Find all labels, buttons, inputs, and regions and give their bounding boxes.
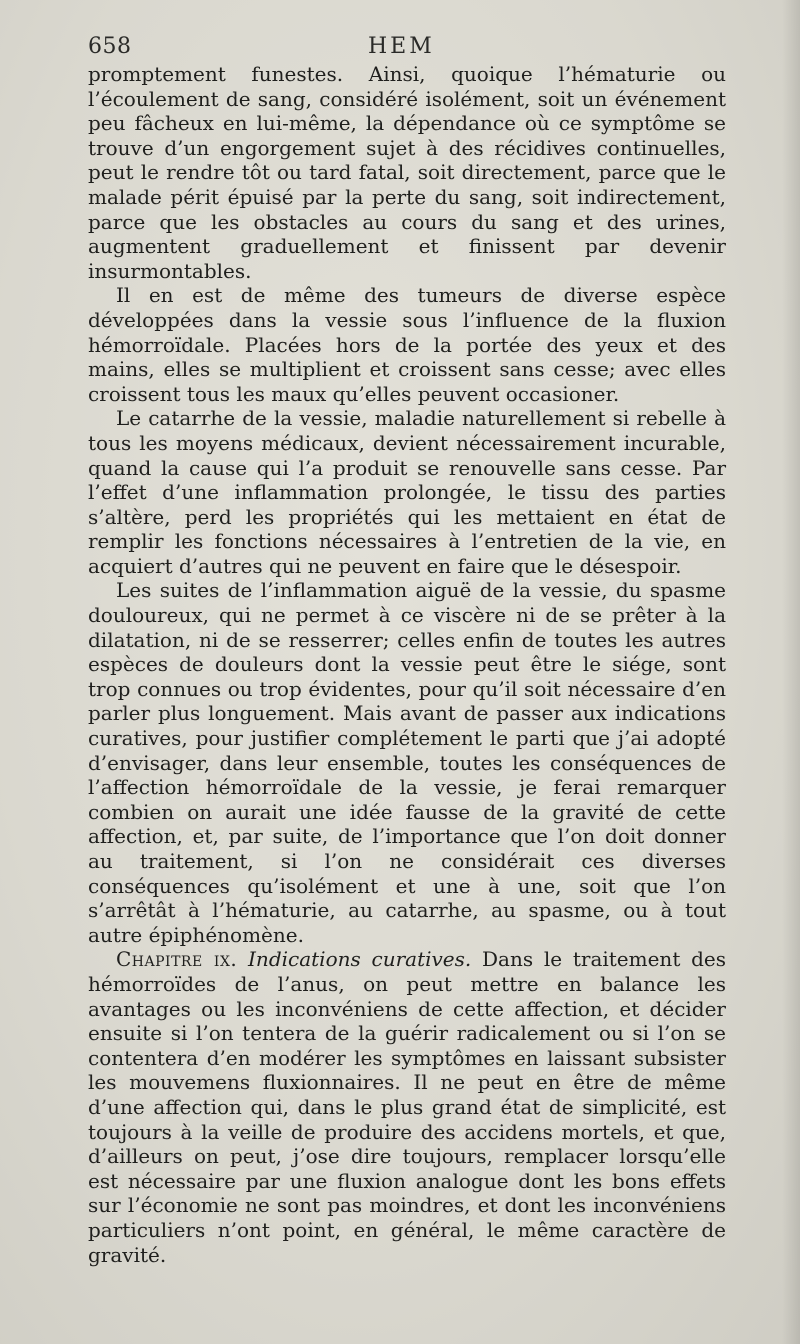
paragraph-tumeurs: Il en est de même des tumeurs de diverse espèce développées dans la vessie sous l’influence de la fluxion hémorroïdale. Placées hors de la portée des yeux et des mains, elles se multiplient et croissent sans cesse; avec elles croissent tous les maux qu’elles peuvent occasioner. bbox=[88, 283, 726, 406]
chapter-label: Chapitre ix. bbox=[116, 947, 238, 972]
running-title: HEM bbox=[368, 34, 435, 59]
running-head bbox=[88, 34, 726, 62]
body-text bbox=[88, 62, 726, 1267]
paragraph-catarrhe: Le catarrhe de la vessie, maladie naturellement si rebelle à tous les moyens médicaux, devient nécessairement incurable, quand la cause qui l’a produit se renouvelle sans cesse. Par l’effet d’une inflammation prolongée, le tissu des parties s’altère, perd les propriétés qui les mettaient en état de remplir les fonctions nécessaires à l’entretien de la vie, en acquiert d’autres qui ne peuvent en faire que le désespoir. bbox=[88, 406, 726, 578]
paragraph-suites-inflammation: Les suites de l’inflammation aiguë de la vessie, du spasme douloureux, qui ne permet à ce viscère ni de se prêter à la dilatation, ni de se resserrer; celles enfin de toutes les autres espèces de douleurs dont la vessie peut être le siége, sont trop connues ou trop évidentes, pour qu’il soit nécessaire d’en parler plus longuement. Mais avant de passer aux indications curatives, pour justifier complétement le parti que j’ai adopté d’envisager, dans leur ensemble, toutes les conséquences de l’affection hémorroïdale de la vessie, je ferai remarquer combien on aurait une idée fausse de la gravité de cette affection, et, par suite, de l’importance que l’on doit donner au traitement, si l’on ne considérait ces diverses conséquences qu’isolément et une à une, soit que l’on s’arrêtât à l’hématurie, au catarrhe, au spasme, ou à tout autre épiphénomène. bbox=[88, 578, 726, 947]
chapter-title: Indications curatives. bbox=[248, 947, 472, 972]
page-number: 658 bbox=[88, 34, 132, 59]
chapter-paragraph bbox=[88, 947, 726, 1267]
paragraph-continued: promptement funestes. Ainsi, quoique l’hématurie ou l’écoulement de sang, considéré isolément, soit un événement peu fâcheux en lui-même, la dépendance où ce symptôme se trouve d’un engorgement sujet à des récidives continuelles, peut le rendre tôt ou tard fatal, soit directement, parce que le malade périt épuisé par la perte du sang, soit indirectement, parce que les obstacles au cours du sang et des urines, augmentent graduellement et finissent par devenir insurmontables. bbox=[88, 62, 726, 283]
paragraph-indications: Dans le traitement des hémorroïdes de l’anus, on peut mettre en balance les avantages ou les inconvéniens de cette affection, et décider ensuite si l’on tentera de la guérir radicalement ou si l’on se contentera d’en modérer les symptômes en laissant subsister les mouvemens fluxionnaires. Il ne peut en être de même d’une affection qui, dans le plus grand état de simplicité, est toujours à la veille de produire des accidens mortels, et que, d’ailleurs on peut, j’ose dire toujours, remplacer lorsqu’elle est nécessaire par une fluxion analogue dont les bons effets sur l’économie ne sont pas moindres, et dont les inconvéniens particuliers n’ont point, en général, le même caractère de gravité. bbox=[88, 947, 727, 1267]
